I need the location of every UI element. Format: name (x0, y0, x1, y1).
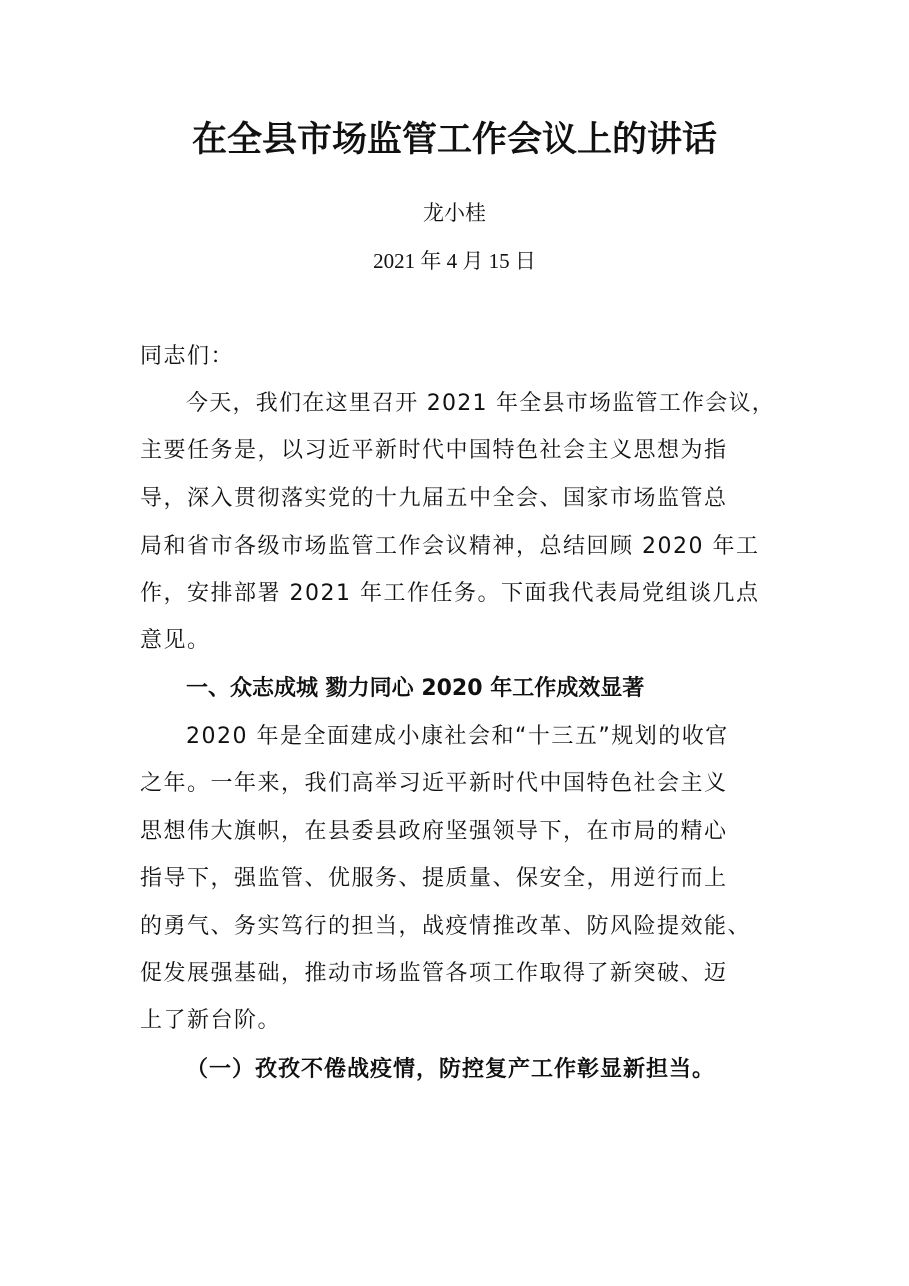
paragraph-line: 促发展强基础，推动市场监管各项工作取得了新突破、迈 (140, 961, 728, 986)
paragraph-line: 的勇气、务实笃行的担当，战疫情推改革、防风险提效能、 (140, 914, 752, 939)
salutation: 同志们： (140, 344, 235, 369)
author-name: 龙小桂 (423, 201, 486, 225)
document-title: 在全县市场监管工作会议上的讲话 (191, 119, 717, 160)
paragraph-line: 作，安排部署 2021 年工作任务。下面我代表局党组谈几点 (140, 581, 760, 606)
subsection-heading: （一）孜孜不倦战疫情，防控复产工作彰显新担当。 (186, 1056, 716, 1082)
paragraph-line: 局和省市各级市场监管工作会议精神，总结回顾 2020 年工 (140, 534, 760, 559)
paragraph-line: 2020 年是全面建成小康社会和“十三五”规划的收官 (186, 724, 729, 749)
section-heading: 一、众志成城 勠力同心 2020 年工作成效显著 (186, 676, 645, 701)
paragraph-line: 导，深入贯彻落实党的十九届五中全会、国家市场监管总 (140, 486, 728, 511)
paragraph-line: 意见。 (140, 628, 211, 653)
paragraph-line: 思想伟大旗帜，在县委县政府坚强领导下，在市局的精心 (140, 819, 728, 844)
paragraph-line: 主要任务是，以习近平新时代中国特色社会主义思想为指 (140, 438, 728, 463)
paragraph-line: 指导下，强监管、优服务、提质量、保安全，用逆行而上 (140, 866, 728, 891)
document-date: 2021 年 4 月 15 日 (373, 249, 536, 273)
paragraph-line: 上了新台阶。 (140, 1008, 282, 1033)
paragraph-line: 之年。一年来，我们高举习近平新时代中国特色社会主义 (140, 771, 728, 796)
paragraph-line: 今天，我们在这里召开 2021 年全县市场监管工作会议， (186, 391, 775, 416)
